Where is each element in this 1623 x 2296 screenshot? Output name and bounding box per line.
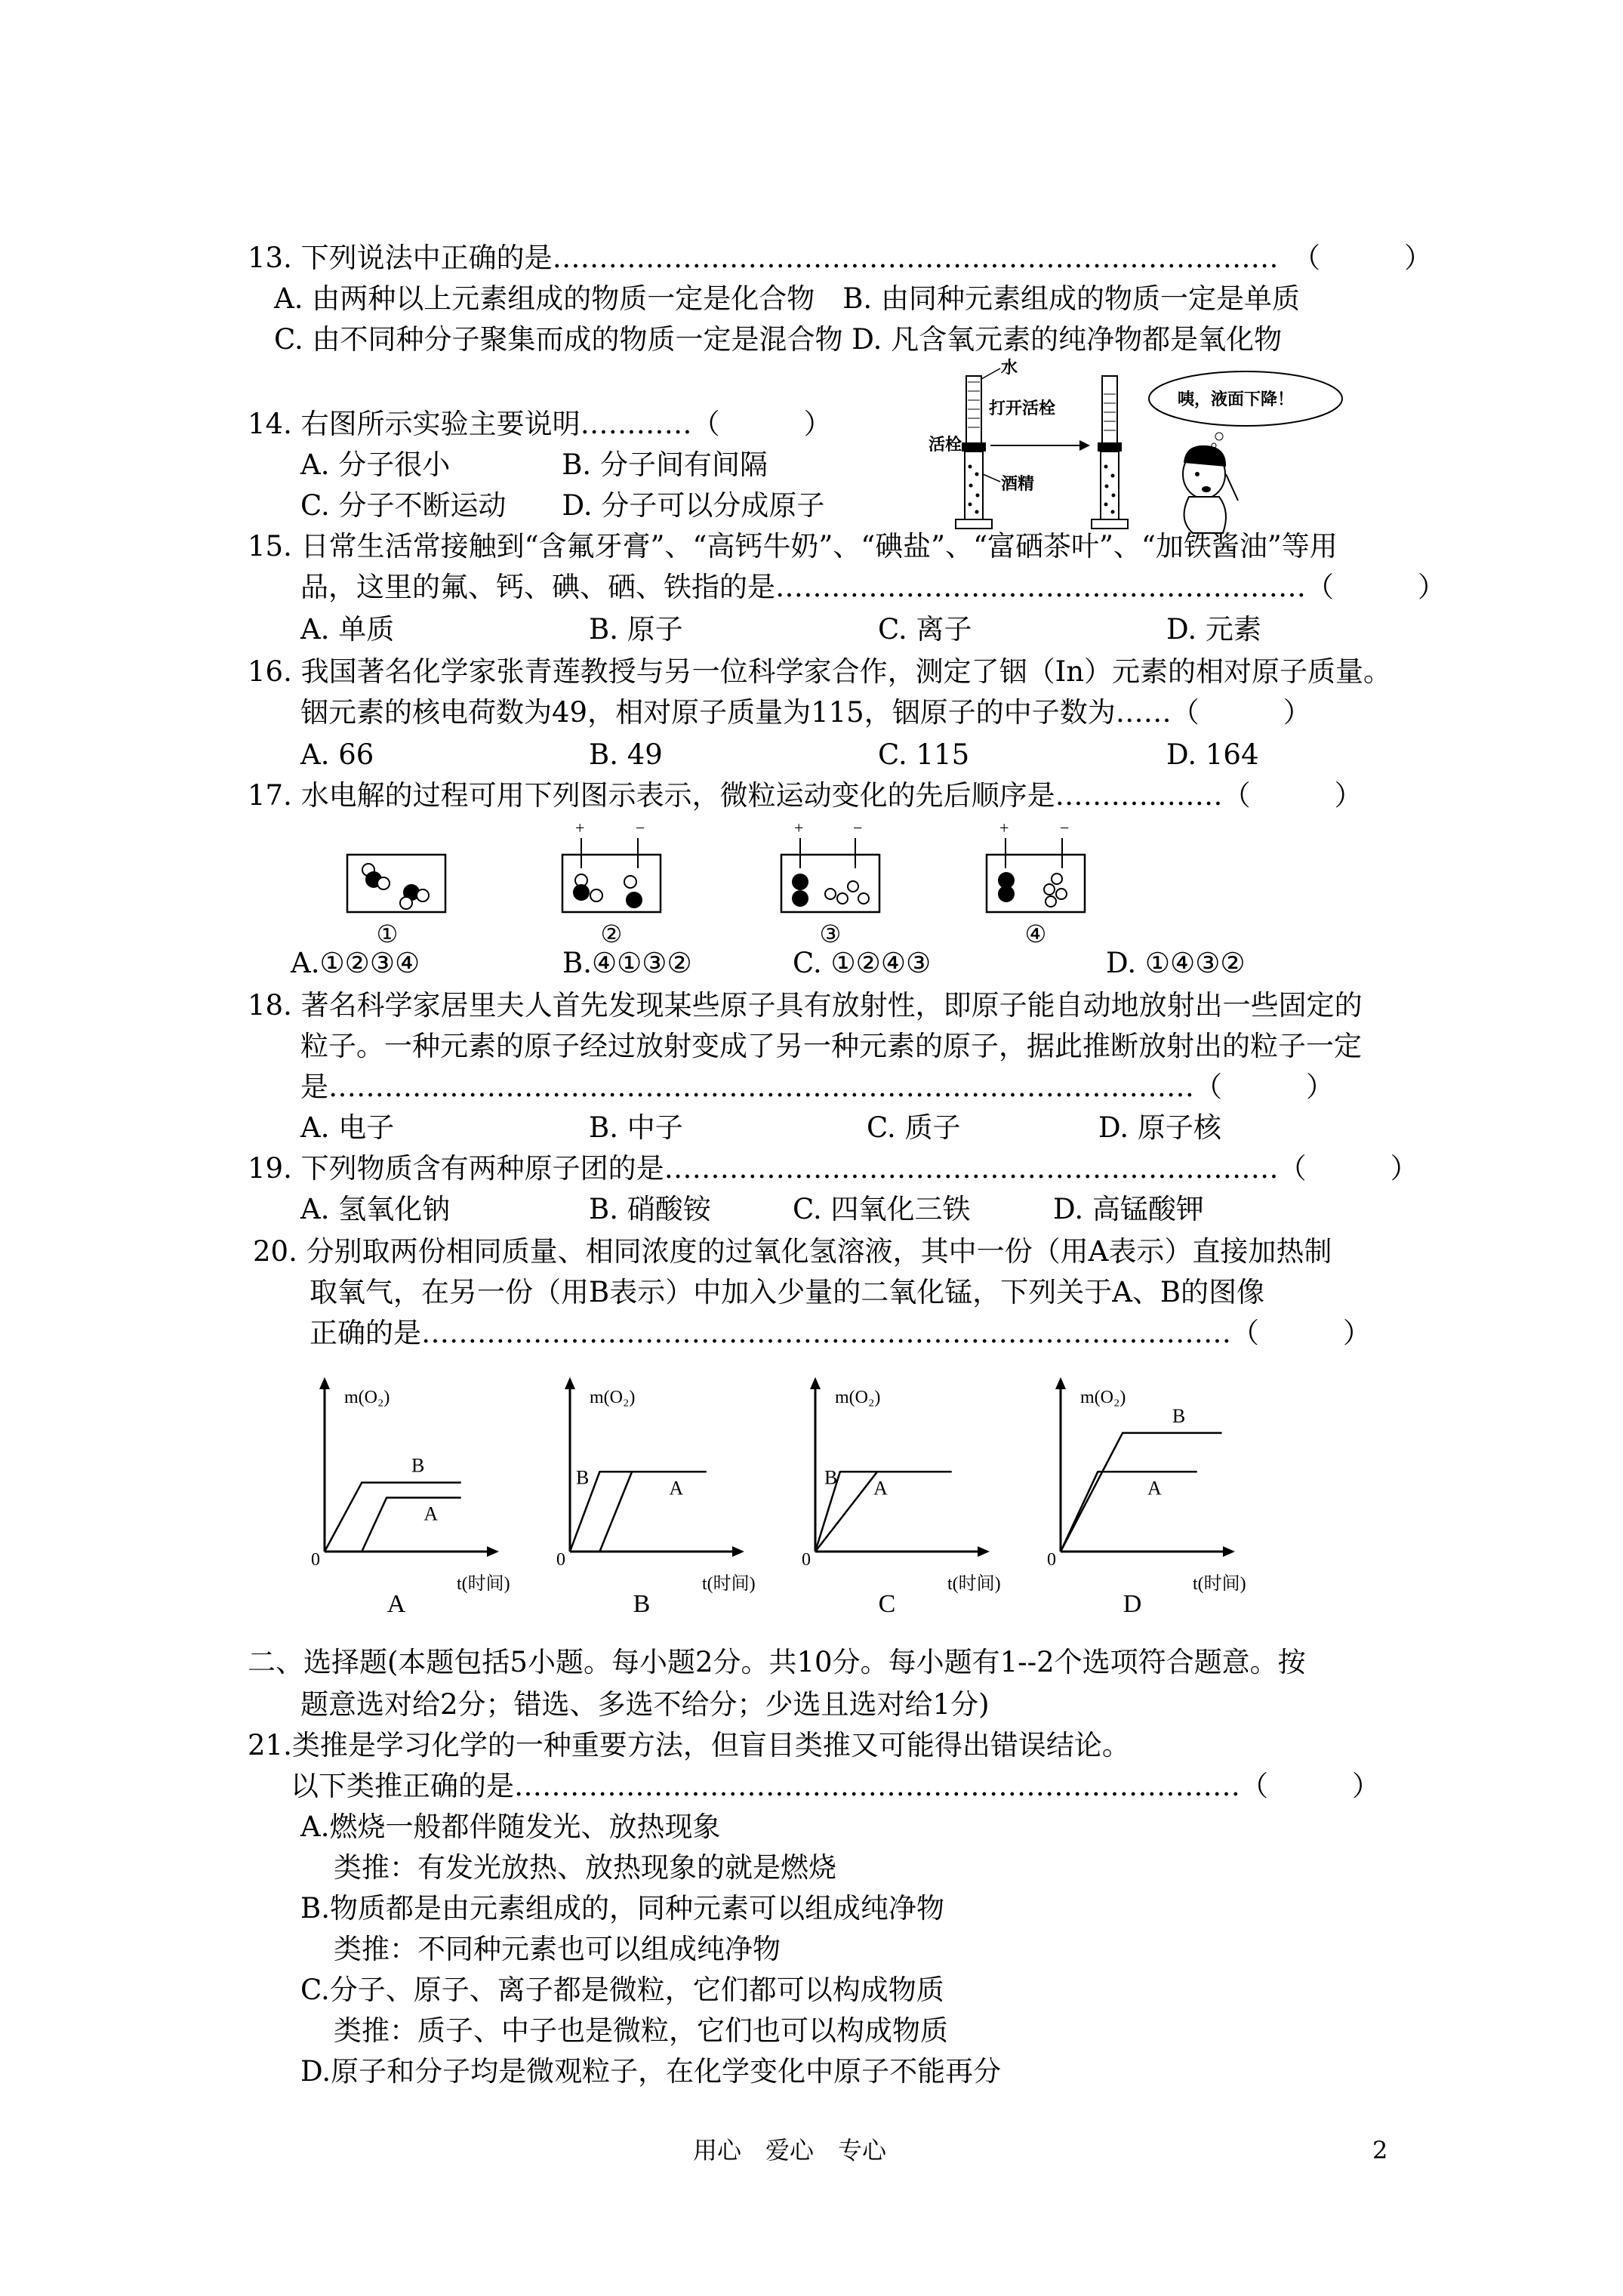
q16-option-d: D. 164 [1166,738,1259,771]
origin-label: 0 [802,1550,811,1570]
series-A-label: A [669,1477,684,1499]
footer-motto: 用心 爱心 专心 [693,2136,887,2165]
q18-option-d: D. 原子核 [1098,1111,1221,1144]
x-axis-arrow [1223,1546,1235,1557]
series-B-line [325,1483,461,1552]
q21-option-b-inference: 类推：不同种元素也可以组成纯净物 [334,1933,781,1965]
q19-option-b: B. 硝酸铵 [589,1193,711,1225]
q21-option-b: B.物质都是由元素组成的，同种元素可以组成纯净物 [300,1892,944,1925]
q14-options-line1: A. 分子很小 B. 分子间有间隔 [300,448,768,481]
q19-option-d: D. 高锰酸钾 [1053,1193,1204,1225]
x-axis-arrow [487,1546,499,1557]
plus-sign: + [999,818,1009,837]
series-B-line [570,1472,707,1552]
chart-title: C [878,1590,896,1618]
x-axis-label: t(时间) [1193,1574,1246,1594]
page-number: 2 [1372,2136,1388,2165]
x-axis-label: t(时间) [457,1574,510,1594]
chart-title: D [1123,1590,1142,1618]
x-axis-label: t(时间) [947,1574,1001,1594]
chart-D [1047,1377,1246,1618]
q21-option-a-inference: 类推：有发光放热、放热现象的就是燃烧 [334,1851,836,1884]
right-apparatus [1092,376,1128,529]
q16-stem-cont: 铟元素的核电荷数为49，相对原子质量为115，铟原子的中子数为……（ ） [300,696,1311,729]
q21-option-a: A.燃烧一般都伴随发光、放热现象 [300,1811,721,1843]
q17-option-b: B.④①③② [562,947,692,979]
speech-bubble-text: 咦，液面下降！ [1178,390,1295,408]
q21-stem: 21.类推是学习化学的一种重要方法，但盲目类推又可能得出错误结论。 [248,1729,1130,1761]
series-B-label: B [824,1466,838,1489]
q16-option-b: B. 49 [589,738,663,771]
series-B-label: B [1172,1404,1186,1427]
q18-stem-cont2: 是…………………………………………………………………………………（ ） [300,1071,1334,1103]
origin-label: 0 [311,1550,320,1570]
series-A-line [599,1472,706,1552]
q21-option-c: C.分子、原子、离子都是微粒，它们都可以构成物质 [300,1974,944,2006]
q18-option-b: B. 中子 [589,1111,683,1144]
q18-option-c: C. 质子 [867,1111,961,1144]
y-axis-arrow [810,1377,821,1389]
q15-stem-cont: 品，这里的氟、钙、碘、硒、铁指的是…………………………………………………（ ） [300,571,1446,603]
y-axis-arrow [1055,1377,1066,1389]
minus-sign: − [853,818,863,837]
q16-option-a: A. 66 [300,738,374,771]
section-2-instructions: 二、选择题(本题包括5小题。每小题2分。共10分。每小题有1--2个选项符合题意。按 [248,1646,1306,1678]
chart-C [802,1377,1001,1618]
chart-title: B [633,1590,651,1618]
arrow-head [1079,440,1090,451]
oxygen-production-charts [302,1351,1298,1618]
q20-stem-cont2: 正确的是……………………………………………………………………………（ ） [310,1317,1371,1349]
chart-A [311,1377,510,1618]
plus-sign: + [575,818,585,837]
y-axis-label: m(O₂) [590,1388,636,1407]
q18-option-a: A. 电子 [300,1111,395,1144]
valve-label: 活栓 [929,435,962,454]
electrolysis-stage-1 [347,855,445,948]
stage-4-label: ④ [1024,920,1047,948]
series-B-label: B [411,1454,425,1477]
q17-stem: 17. 水电解的过程可用下列图示表示，微粒运动变化的先后顺序是………………（ ） [248,779,1363,812]
plus-sign: + [794,818,804,837]
minus-sign: − [636,818,645,837]
alcohol-label: 酒精 [1001,474,1035,493]
y-axis-label: m(O₂) [1080,1388,1126,1407]
cartoon-girl-illustration [1183,445,1238,533]
diffusion-experiment-figure [929,358,1397,536]
y-axis-label: m(O₂) [344,1388,390,1407]
q21-option-d: D.原子和分子均是微观粒子，在化学变化中原子不能再分 [300,2055,1002,2088]
q18-stem: 18. 著名科学家居里夫人首先发现某些原子具有放射性，即原子能自动地放射出一些固定的 [248,989,1363,1022]
q19-stem: 19. 下列物质含有两种原子团的是…………………………………………………………（ ） [248,1152,1418,1185]
stage-3-label: ③ [819,920,842,948]
series-A-label: A [873,1477,888,1499]
q14-options-line2: C. 分子不断运动 D. 分子可以分成原子 [300,489,825,522]
series-B-label: B [576,1466,590,1489]
series-A-line [362,1498,460,1552]
electrolysis-figure [332,818,1102,951]
minus-sign: − [1060,818,1070,837]
q15-option-d: D. 元素 [1166,613,1261,646]
series-A-label: A [1147,1477,1162,1499]
y-axis-label: m(O₂) [835,1388,881,1407]
series-A-label: A [423,1502,439,1525]
water-label: 水 [1001,358,1018,377]
q19-option-a: A. 氢氧化钠 [300,1193,451,1225]
y-axis-arrow [565,1377,575,1389]
series-B-line [1061,1433,1222,1552]
q16-stem: 16. 我国著名化学家张青莲教授与另一位科学家合作，测定了铟（In）元素的相对原子质量。 [248,655,1392,688]
q16-option-c: C. 115 [878,738,970,771]
stage-2-label: ② [600,920,623,948]
q17-option-c: C. ①②④③ [793,947,932,979]
open-valve-label: 打开活栓 [989,399,1056,418]
q18-stem-cont: 粒子。一种元素的原子经过放射变成了另一种元素的原子，据此推断放射出的粒子一定 [300,1030,1362,1062]
electrolysis-stage-3 [781,818,879,948]
q15-stem: 15. 日常生活常接触到“含氟牙膏”、“高钙牛奶”、“碘盐”、“富硒茶叶”、“加铁酱油”等用 [248,530,1338,562]
chart-title: A [387,1590,406,1618]
x-axis-arrow [978,1546,990,1557]
section-2-instructions-cont: 题意选对给2分；错选、多选不给分；少选且选对给1分) [300,1688,990,1721]
x-axis-arrow [732,1546,744,1557]
x-axis-label: t(时间) [702,1574,756,1594]
q19-option-c: C. 四氧化三铁 [793,1193,971,1225]
q17-option-a: A.①②③④ [291,947,420,979]
q20-stem: 20. 分别取两份相同质量、相同浓度的过氧化氢溶液，其中一份（用A表示）直接加热制 [253,1235,1332,1268]
origin-label: 0 [556,1550,565,1570]
electrolysis-stage-4 [987,818,1085,948]
q21-option-c-inference: 类推：质子、中子也是微粒，它们也可以构成物质 [334,2014,948,2047]
q17-option-d: D. ①④③② [1106,947,1246,979]
electrolysis-stage-2 [562,818,661,948]
q15-option-a: A. 单质 [300,613,395,646]
q13-options-line2: C. 由不同种分子聚集而成的物质一定是混合物 D. 凡含氧元素的纯净物都是氧化物 [274,323,1283,356]
q15-option-c: C. 离子 [878,613,972,646]
origin-label: 0 [1047,1550,1056,1570]
y-axis-arrow [319,1377,330,1389]
chart-B [556,1377,756,1618]
q20-stem-cont: 取氧气，在另一份（用B表示）中加入少量的二氧化锰，下列关于A、B的图像 [310,1276,1265,1308]
q15-option-b: B. 原子 [589,613,683,646]
q14-stem: 14. 右图所示实验主要说明…………（ ） [248,408,832,440]
q13-options-line1: A. 由两种以上元素组成的物质一定是化合物 B. 由同种元素组成的物质一定是单质 [274,282,1300,315]
q21-stem-cont: 以下类推正确的是……………………………………………………………………（ ） [291,1770,1380,1802]
q13-stem: 13. 下列说法中正确的是…………………………………………………………………… （ ） [248,242,1433,274]
stage-1-label: ① [376,920,399,948]
